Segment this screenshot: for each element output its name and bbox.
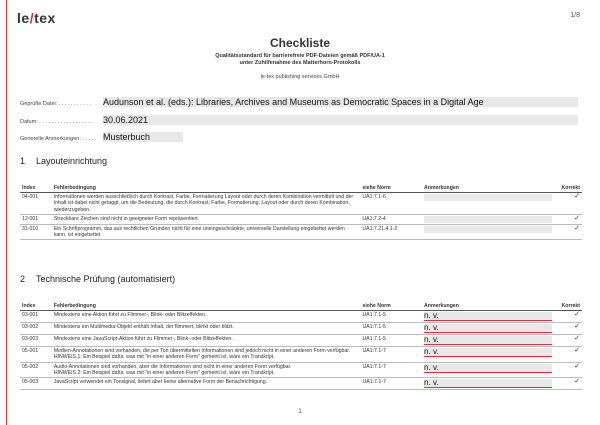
row-condition: Ein Schriftprogramm, das aus rechtlichen Gründen nicht für eine uneingeschränkte, universelle Darstellung eingebettet werden kann, ist eingebettet. xyxy=(52,224,361,240)
row-correct xyxy=(556,311,582,323)
table-row xyxy=(20,335,582,347)
row-correct xyxy=(556,347,582,363)
table-row xyxy=(20,323,582,335)
row-correct xyxy=(556,335,582,347)
row-remarks xyxy=(422,323,556,335)
meta-checked-label: Geprüfte Datei: . . . . . . . . . . . xyxy=(20,101,91,107)
row-remarks xyxy=(422,347,556,363)
subtitle-line-1: Qualitätsstandard für barrierefreie PDF-Dateien gemäß PDF/UA-1 xyxy=(215,53,385,59)
row-norm: UA1:7.2-4 xyxy=(360,214,422,224)
row-norm: UA1:7.1-5 xyxy=(361,311,423,323)
meta-remarks-value[interactable]: Musterbuch xyxy=(103,132,183,142)
row-remarks xyxy=(422,224,556,240)
remarks-field[interactable]: n. v. xyxy=(424,348,552,357)
row-norm: UA1:7.1-7 xyxy=(361,347,423,363)
table-row xyxy=(20,311,582,323)
logo-right: tex xyxy=(34,10,56,26)
row-remarks xyxy=(422,214,556,224)
col-header-norm: siehe Norm xyxy=(361,301,423,311)
col-header-correct: Korrekt xyxy=(556,183,582,193)
row-remarks xyxy=(422,362,556,378)
table-row xyxy=(20,378,582,390)
letex-logo xyxy=(17,10,56,26)
table-row xyxy=(20,214,582,224)
page-counter: 1/8 xyxy=(570,12,580,19)
row-correct xyxy=(556,193,582,215)
row-condition: JavaScript verwendet ein Tonsignal, liefert aber keine alternative Form der Benachrichtigung. xyxy=(52,378,361,390)
checkmark-icon: ✓ xyxy=(574,323,580,330)
remarks-field[interactable]: n. v. xyxy=(424,336,552,345)
row-condition: Medien-Annotationen sind vorhanden, die per Ton übermittelten Informationen sind jedoch nicht in einer anderen Form verfügbar. HINWEIS 1: Ein Beispiel dafür, was mit "in einer anderen Form" gemeint ist, wäre ein Transkript. xyxy=(52,347,361,363)
meta-remarks-label: Generelle Anmerkungen: . . . . . xyxy=(20,136,97,142)
checkmark-icon: ✓ xyxy=(574,224,580,232)
remarks-field[interactable]: n. v. xyxy=(424,364,552,373)
row-correct xyxy=(556,362,582,378)
meta-checked-file xyxy=(20,97,580,107)
col-header-norm: siehe Norm xyxy=(360,183,422,193)
row-correct xyxy=(556,224,582,240)
col-header-remarks: Anmerkungen xyxy=(422,183,556,193)
row-remarks xyxy=(422,193,556,215)
table-row xyxy=(20,224,582,240)
row-index: 31-010 xyxy=(20,224,52,240)
logo-left: le xyxy=(17,10,30,26)
table-row xyxy=(20,193,582,215)
row-condition: Streckbare Zeichen sind nicht in geeigneter Form repräsentiert. xyxy=(52,214,361,224)
row-condition: Informationen werden ausschließlich durch Kontrast, Farbe, Formatierung Layout oder durch deren Kombination vermittelt und der Inhalt ist dabei nicht getaggt, um die Bedeutung, die durch Kontrast, Farbe, Formatierung, Layout oder durch deren Kombination, wiederzugeben. xyxy=(52,193,361,215)
row-remarks xyxy=(422,311,556,323)
checkmark-icon: ✓ xyxy=(574,378,580,386)
col-header-index: Index xyxy=(20,301,52,311)
page-subtitle xyxy=(0,53,600,67)
row-condition: Mindestens eine Aktion führt zu Flimmer-, Blink- oder Blitzeffekten. xyxy=(52,311,361,323)
subtitle-line-2: unter Zuhilfenahme des Matterhorn-Protokolls xyxy=(239,60,361,66)
checkmark-icon: ✓ xyxy=(574,335,580,342)
row-norm: UA1:7.1-7 xyxy=(361,362,423,378)
row-norm: UA1:7.1-5 xyxy=(361,335,423,347)
row-correct xyxy=(556,378,582,390)
remarks-field[interactable]: n. v. xyxy=(424,379,552,388)
col-header-correct: Korrekt xyxy=(556,301,582,311)
section-2-table xyxy=(20,301,582,390)
checkmark-icon: ✓ xyxy=(574,214,580,222)
row-condition: Mindestens ein Multimedia-Objekt enthält Inhalt, der flimmert, blinkt oder blitzt. xyxy=(52,323,361,335)
row-condition: Audio-Annotationen sind vorhanden, aber die Informationen sind nicht in einer anderen Form verfügbar. HINWEIS 2: Ein Beispiel dafür, was mit "in einer anderen Form" gemeint ist, wäre ein Transkript. xyxy=(52,362,361,378)
row-remarks xyxy=(422,378,556,390)
remarks-field[interactable] xyxy=(424,194,552,201)
row-condition: Mindestens eine JavaScript-Aktion führt zu Flimmer-, Blink- oder Blitzeffekten. xyxy=(52,335,361,347)
remarks-field[interactable]: n. v. xyxy=(424,324,552,333)
row-index: 04-001 xyxy=(20,193,52,215)
checkmark-icon: ✓ xyxy=(574,362,580,370)
row-index: 12-001 xyxy=(20,214,52,224)
section-2-number: 2 xyxy=(20,274,26,284)
remarks-field[interactable] xyxy=(424,216,552,223)
row-correct xyxy=(556,323,582,335)
remarks-field[interactable] xyxy=(424,226,552,233)
row-remarks xyxy=(422,335,556,347)
row-index: 03-003 xyxy=(20,335,52,347)
footer-page-number: 1 xyxy=(298,409,302,415)
col-header-remarks: Anmerkungen xyxy=(422,301,556,311)
row-index: 05-001 xyxy=(20,347,52,363)
remarks-field[interactable]: n. v. xyxy=(424,312,552,321)
meta-checked-value[interactable]: Audunson et al. (eds.): Libraries, Archives and Museums as Democratic Spaces in a Digital Age xyxy=(103,97,578,107)
row-norm: UA1:7.1-7 xyxy=(361,378,423,390)
row-index: 05-002 xyxy=(20,362,52,378)
section-2-title: Technische Prüfung (automatisiert) xyxy=(36,274,176,284)
row-norm: UA1:7.21.4.1-2 xyxy=(360,224,422,240)
table-row xyxy=(20,347,582,363)
section-1-heading xyxy=(20,156,107,166)
row-correct xyxy=(556,214,582,224)
row-index: 03-002 xyxy=(20,323,52,335)
row-index: 05-003 xyxy=(20,378,52,390)
page-title: Checkliste xyxy=(269,36,331,50)
table-header-row xyxy=(20,301,582,311)
checkmark-icon: ✓ xyxy=(574,193,580,200)
checkmark-icon: ✓ xyxy=(574,347,580,354)
section-1-table xyxy=(20,183,582,240)
col-header-condition: Fehlerbedingung xyxy=(52,183,361,193)
table-header-row xyxy=(20,183,582,193)
checkmark-icon: ✓ xyxy=(574,311,580,318)
section-1-title: Layouteinrichtung xyxy=(36,156,108,166)
row-index: 03-001 xyxy=(20,311,52,323)
meta-date-label: Datum: . . . . . . . . . . . . . . . . . . xyxy=(20,119,93,125)
table-row xyxy=(20,362,582,378)
col-header-index: Index xyxy=(20,183,52,193)
logo-slash: / xyxy=(29,10,35,26)
row-norm: UA1:7.1-6 xyxy=(360,193,422,215)
meta-date-value[interactable]: 30.06.2021 xyxy=(103,115,578,125)
publisher: le-tex publishing services GmbH xyxy=(260,74,340,80)
row-norm: UA1:7.1-5 xyxy=(361,323,423,335)
meta-remarks xyxy=(20,132,580,142)
meta-date xyxy=(20,115,580,125)
section-1-number: 1 xyxy=(20,156,26,166)
section-2-heading xyxy=(20,274,175,284)
col-header-condition: Fehlerbedingung xyxy=(52,301,361,311)
